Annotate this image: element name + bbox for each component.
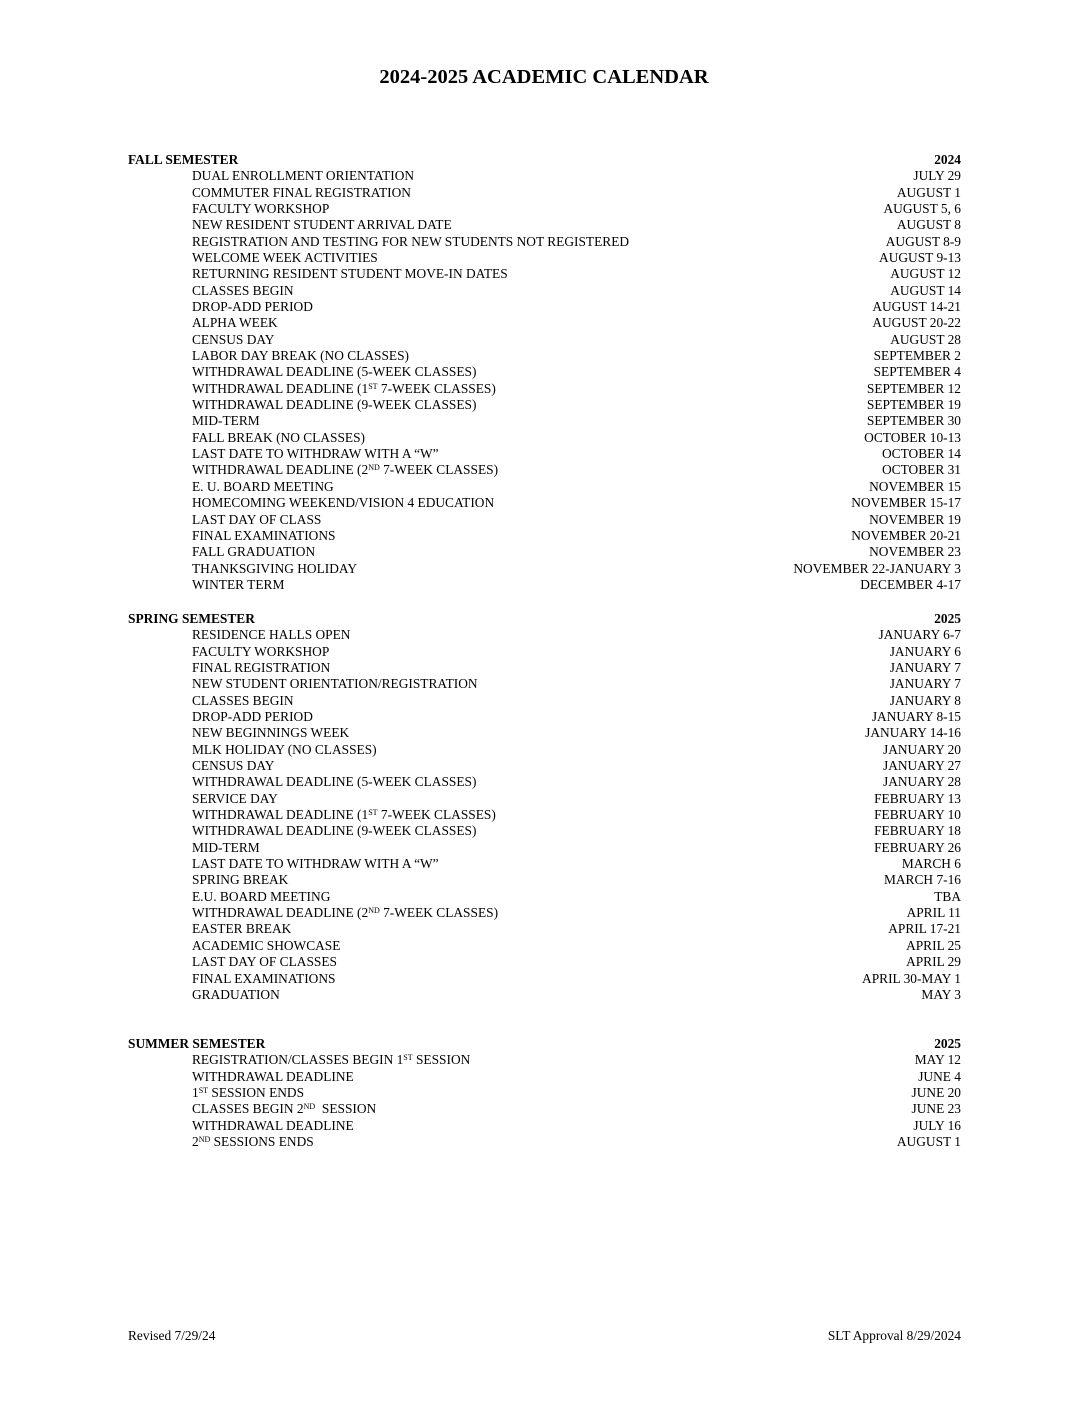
- calendar-row: [128, 660, 961, 676]
- event-date: JUNE 23: [911, 1101, 961, 1117]
- calendar-row: [128, 693, 961, 709]
- event-label-text: REGISTRATION AND TESTING FOR NEW STUDENTS NOT REGISTERED: [192, 233, 630, 249]
- event-label: [128, 266, 508, 282]
- event-label-text: SESSION ENDS: [208, 1084, 305, 1100]
- event-label-text: 2: [192, 1134, 199, 1150]
- event-label-text: LAST DATE TO WITHDRAW WITH A “W”: [192, 446, 439, 462]
- ordinal-suffix: ST: [198, 1085, 209, 1095]
- event-label: [128, 446, 439, 462]
- event-label-text: 7-WEEK CLASSES): [379, 462, 499, 478]
- event-label-text: FACULTY WORKSHOP: [192, 200, 330, 216]
- event-label: [128, 381, 496, 397]
- revised-date: Revised 7/29/24: [128, 1328, 216, 1343]
- calendar-row: [128, 807, 961, 823]
- event-date: APRIL 29: [906, 954, 961, 970]
- event-date: AUGUST 1: [896, 184, 961, 200]
- calendar-row: [128, 889, 961, 905]
- calendar-row: [128, 1134, 961, 1150]
- ordinal-suffix: ND: [368, 906, 380, 916]
- calendar-row: [128, 856, 961, 872]
- event-label-text: 1: [192, 1084, 199, 1100]
- calendar-row: [128, 577, 961, 593]
- calendar-row: [128, 971, 961, 987]
- event-label: [128, 1052, 470, 1068]
- event-label-text: SESSIONS ENDS: [210, 1134, 314, 1150]
- section-year: 2024: [934, 152, 961, 167]
- event-date: AUGUST 1: [896, 1134, 961, 1150]
- calendar-row: [128, 528, 961, 544]
- calendar-row: [128, 1069, 961, 1085]
- event-date: JANUARY 7: [889, 676, 961, 692]
- event-label: [128, 1085, 304, 1101]
- event-label: [128, 495, 494, 511]
- event-date: JANUARY 14-16: [865, 725, 961, 741]
- event-label: [128, 872, 288, 888]
- section-header: [128, 152, 961, 168]
- event-label-text: WITHDRAWAL DEADLINE (1: [192, 807, 369, 823]
- event-label-text: SERVICE DAY: [192, 790, 278, 806]
- event-label: [128, 774, 476, 790]
- event-date: JANUARY 8: [889, 692, 961, 708]
- event-date: AUGUST 28: [890, 331, 961, 347]
- calendar-row: [128, 283, 961, 299]
- calendar-row: [128, 332, 961, 348]
- event-label-text: SPRING BREAK: [192, 872, 289, 888]
- calendar-row: [128, 430, 961, 446]
- calendar-row: [128, 1118, 961, 1134]
- event-label: [128, 742, 377, 758]
- event-date: AUGUST 8-9: [885, 233, 961, 249]
- event-label: [128, 168, 414, 184]
- calendar-row: [128, 791, 961, 807]
- event-label: [128, 512, 321, 528]
- event-date: JUNE 20: [911, 1084, 961, 1100]
- calendar-row: [128, 315, 961, 331]
- calendar-row: [128, 413, 961, 429]
- calendar-row: [128, 840, 961, 856]
- event-date: APRIL 25: [906, 937, 961, 953]
- event-label-text: WITHDRAWAL DEADLINE (5-WEEK CLASSES): [192, 774, 477, 790]
- event-date: JANUARY 6-7: [878, 627, 961, 643]
- event-label: [128, 348, 409, 364]
- event-date: SEPTEMBER 4: [873, 364, 961, 380]
- event-label-text: FINAL EXAMINATIONS: [192, 970, 336, 986]
- event-label: [128, 840, 260, 856]
- calendar-row: [128, 266, 961, 282]
- approval-date: SLT Approval 8/29/2024: [827, 1328, 961, 1343]
- calendar-row: [128, 987, 961, 1003]
- event-label-text: HOMECOMING WEEKEND/VISION 4 EDUCATION: [192, 495, 495, 511]
- event-label: [128, 644, 329, 660]
- section-title: SPRING SEMESTER: [128, 611, 255, 626]
- event-label-text: CLASSES BEGIN: [192, 282, 294, 298]
- event-date: NOVEMBER 22-JANUARY 3: [793, 560, 961, 576]
- calendar-row: [128, 676, 961, 692]
- calendar-row: [128, 446, 961, 462]
- event-date: OCTOBER 10-13: [864, 429, 961, 445]
- ordinal-suffix: ST: [368, 808, 378, 818]
- event-label: [128, 791, 278, 807]
- calendar-row: [128, 758, 961, 774]
- event-date: AUGUST 12: [890, 266, 961, 282]
- calendar-row: [128, 938, 961, 954]
- event-label-text: WITHDRAWAL DEADLINE (2: [192, 905, 369, 921]
- event-date: APRIL 17-21: [888, 921, 961, 937]
- event-label-text: DROP-ADD PERIOD: [192, 299, 313, 315]
- calendar-row: [128, 201, 961, 217]
- ordinal-suffix: ND: [368, 463, 380, 473]
- ordinal-suffix: ND: [303, 1102, 316, 1112]
- event-date: AUGUST 20-22: [872, 315, 961, 331]
- event-label: [128, 462, 498, 478]
- event-date: JANUARY 27: [883, 758, 961, 774]
- event-date: AUGUST 9-13: [879, 250, 961, 266]
- calendar-row: [128, 348, 961, 364]
- event-label-text: E.U. BOARD MEETING: [192, 888, 331, 904]
- event-label-text: 7-WEEK CLASSES): [377, 807, 496, 823]
- event-label-text: WITHDRAWAL DEADLINE: [192, 1117, 354, 1133]
- event-date: APRIL 30-MAY 1: [862, 970, 961, 986]
- event-label-text: NEW RESIDENT STUDENT ARRIVAL DATE: [192, 217, 452, 233]
- calendar-row: [128, 234, 961, 250]
- event-date: NOVEMBER 15-17: [851, 495, 961, 511]
- event-label: [128, 528, 335, 544]
- event-label-text: WITHDRAWAL DEADLINE (1: [192, 380, 369, 396]
- event-date: JUNE 4: [918, 1068, 961, 1084]
- calendar-row: [128, 561, 961, 577]
- section-header: [128, 1036, 961, 1052]
- event-label: [128, 660, 330, 676]
- event-label-text: CLASSES BEGIN: [192, 692, 294, 708]
- event-label: [128, 758, 274, 774]
- event-label: [128, 725, 349, 741]
- event-date: MARCH 7-16: [883, 872, 961, 888]
- calendar-row: [128, 1085, 961, 1101]
- event-date: AUGUST 14-21: [872, 299, 961, 315]
- event-label: [128, 332, 274, 348]
- event-label-text: SESSION: [412, 1052, 471, 1068]
- event-date: TBA: [934, 888, 961, 904]
- event-date: MAY 3: [921, 986, 961, 1002]
- calendar-row: [128, 905, 961, 921]
- event-label-text: LAST DAY OF CLASS: [192, 511, 322, 527]
- event-label-text: NEW STUDENT ORIENTATION/REGISTRATION: [192, 676, 478, 692]
- calendar-row: [128, 627, 961, 643]
- event-label-text: THANKSGIVING HOLIDAY: [192, 560, 358, 576]
- calendar-row: [128, 742, 961, 758]
- event-label: [128, 364, 476, 380]
- event-date: FEBRUARY 26: [874, 839, 961, 855]
- event-date: APRIL 11: [906, 905, 961, 921]
- section-header: [128, 611, 961, 627]
- event-date: OCTOBER 31: [882, 462, 961, 478]
- event-label-text: LABOR DAY BREAK (NO CLASSES): [192, 348, 410, 364]
- section-year: 2025: [934, 611, 961, 626]
- calendar-row: [128, 1101, 961, 1117]
- event-label: [128, 201, 329, 217]
- event-label-text: GRADUATION: [192, 986, 280, 1002]
- event-label: [128, 905, 498, 921]
- event-label-text: FINAL EXAMINATIONS: [192, 527, 336, 543]
- calendar-row: [128, 462, 961, 478]
- event-label-text: WITHDRAWAL DEADLINE (9-WEEK CLASSES): [192, 823, 477, 839]
- event-label: [128, 397, 476, 413]
- event-label-text: E. U. BOARD MEETING: [192, 478, 334, 494]
- event-date: SEPTEMBER 30: [866, 413, 961, 429]
- event-date: SEPTEMBER 2: [873, 348, 961, 364]
- event-label: [128, 921, 291, 937]
- section-title: SUMMER SEMESTER: [128, 1036, 266, 1051]
- calendar-row: [128, 872, 961, 888]
- event-date: NOVEMBER 15: [869, 478, 961, 494]
- calendar-row: [128, 250, 961, 266]
- calendar-row: [128, 954, 961, 970]
- event-label-text: DROP-ADD PERIOD: [192, 709, 313, 725]
- event-date: JANUARY 7: [889, 659, 961, 675]
- event-label: [128, 185, 411, 201]
- page-title: 2024-2025 ACADEMIC CALENDAR: [379, 66, 709, 88]
- calendar-row: [128, 823, 961, 839]
- event-date: MAY 12: [914, 1052, 961, 1068]
- event-date: NOVEMBER 19: [869, 511, 961, 527]
- event-date: JULY 29: [913, 168, 961, 184]
- event-label: [128, 217, 452, 233]
- event-label: [128, 856, 439, 872]
- calendar-row: [128, 495, 961, 511]
- event-date: FEBRUARY 10: [874, 807, 961, 823]
- event-label-text: ACADEMIC SHOWCASE: [192, 937, 341, 953]
- event-label-text: WITHDRAWAL DEADLINE (2: [192, 462, 369, 478]
- event-label-text: WELCOME WEEK ACTIVITIES: [192, 250, 378, 266]
- event-label: [128, 234, 629, 250]
- event-date: NOVEMBER 20-21: [851, 527, 961, 543]
- event-label-text: ALPHA WEEK: [192, 315, 278, 331]
- event-label-text: RETURNING RESIDENT STUDENT MOVE-IN DATES: [192, 266, 508, 282]
- event-label-text: WINTER TERM: [192, 576, 285, 592]
- event-label: [128, 430, 365, 446]
- event-label-text: FALL GRADUATION: [192, 544, 316, 560]
- calendar-row: [128, 479, 961, 495]
- event-label-text: WITHDRAWAL DEADLINE: [192, 1068, 354, 1084]
- event-date: AUGUST 5, 6: [883, 200, 961, 216]
- calendar-row: [128, 709, 961, 725]
- event-label-text: WITHDRAWAL DEADLINE (9-WEEK CLASSES): [192, 397, 477, 413]
- event-label: [128, 971, 335, 987]
- calendar-row: [128, 544, 961, 560]
- event-date: DECEMBER 4-17: [860, 576, 961, 592]
- event-label: [128, 283, 294, 299]
- event-label: [128, 1134, 314, 1150]
- event-date: JANUARY 20: [883, 741, 961, 757]
- calendar-row: [128, 774, 961, 790]
- calendar-row: [128, 397, 961, 413]
- event-label: [128, 561, 357, 577]
- event-label: [128, 1118, 354, 1134]
- ordinal-suffix: ST: [368, 381, 378, 391]
- section-year: 2025: [934, 1036, 961, 1051]
- event-label-text: LAST DATE TO WITHDRAW WITH A “W”: [192, 856, 439, 872]
- event-label-text: MID-TERM: [192, 413, 260, 429]
- event-label: [128, 413, 260, 429]
- event-label: [128, 299, 313, 315]
- event-date: FEBRUARY 18: [874, 823, 961, 839]
- event-label-text: FACULTY WORKSHOP: [192, 643, 330, 659]
- event-date: SEPTEMBER 12: [866, 380, 961, 396]
- spring-semester-section: [128, 611, 961, 1003]
- event-label: [128, 479, 334, 495]
- event-date: MARCH 6: [901, 856, 961, 872]
- calendar-row: [128, 185, 961, 201]
- event-date: JANUARY 28: [883, 774, 961, 790]
- event-label: [128, 315, 278, 331]
- event-label-text: RESIDENCE HALLS OPEN: [192, 627, 351, 643]
- event-label: [128, 544, 315, 560]
- event-label-text: WITHDRAWAL DEADLINE (5-WEEK CLASSES): [192, 364, 477, 380]
- event-label-text: 7-WEEK CLASSES): [377, 380, 496, 396]
- event-date: OCTOBER 14: [882, 446, 961, 462]
- event-label-text: EASTER BREAK: [192, 921, 292, 937]
- event-label-text: CENSUS DAY: [192, 758, 275, 774]
- event-label: [128, 938, 340, 954]
- calendar-row: [128, 644, 961, 660]
- event-label: [128, 987, 280, 1003]
- ordinal-suffix: ST: [403, 1053, 413, 1063]
- calendar-row: [128, 299, 961, 315]
- event-label: [128, 954, 337, 970]
- calendar-row: [128, 512, 961, 528]
- event-label: [128, 627, 350, 643]
- event-label-text: MID-TERM: [192, 839, 260, 855]
- event-date: NOVEMBER 23: [869, 544, 961, 560]
- event-date: AUGUST 8: [896, 217, 961, 233]
- event-label: [128, 577, 284, 593]
- event-label: [128, 709, 313, 725]
- event-label-text: LAST DAY OF CLASSES: [192, 954, 337, 970]
- calendar-row: [128, 381, 961, 397]
- section-title: FALL SEMESTER: [128, 152, 239, 167]
- calendar-row: [128, 217, 961, 233]
- calendar-row: [128, 168, 961, 184]
- event-date: JULY 16: [913, 1117, 961, 1133]
- event-date: AUGUST 14: [890, 282, 961, 298]
- event-label-text: NEW BEGINNINGS WEEK: [192, 725, 350, 741]
- event-label-text: MLK HOLIDAY (NO CLASSES): [192, 741, 377, 757]
- event-label-text: SESSION: [315, 1101, 377, 1117]
- event-label: [128, 823, 476, 839]
- calendar-row: [128, 1052, 961, 1068]
- ordinal-suffix: ND: [198, 1135, 211, 1145]
- event-label: [128, 807, 496, 823]
- fall-semester-section: [128, 152, 961, 593]
- event-date: FEBRUARY 13: [874, 790, 961, 806]
- summer-semester-section: [128, 1036, 961, 1150]
- event-label-text: REGISTRATION/CLASSES BEGIN 1: [192, 1052, 404, 1068]
- event-label-text: FINAL REGISTRATION: [192, 659, 331, 675]
- event-label: [128, 1069, 354, 1085]
- calendar-row: [128, 364, 961, 380]
- event-label-text: CLASSES BEGIN 2: [192, 1101, 304, 1117]
- event-label-text: DUAL ENROLLMENT ORIENTATION: [192, 168, 415, 184]
- event-label-text: COMMUTER FINAL REGISTRATION: [192, 184, 411, 200]
- event-label: [128, 250, 378, 266]
- event-date: JANUARY 8-15: [871, 709, 961, 725]
- event-label: [128, 676, 478, 692]
- event-label-text: 7-WEEK CLASSES): [379, 905, 499, 921]
- event-label: [128, 889, 330, 905]
- event-label-text: FALL BREAK (NO CLASSES): [192, 429, 365, 445]
- event-date: JANUARY 6: [889, 643, 961, 659]
- event-label: [128, 693, 294, 709]
- event-label: [128, 1101, 376, 1117]
- event-label-text: CENSUS DAY: [192, 331, 275, 347]
- calendar-row: [128, 725, 961, 741]
- event-date: SEPTEMBER 19: [866, 397, 961, 413]
- calendar-row: [128, 921, 961, 937]
